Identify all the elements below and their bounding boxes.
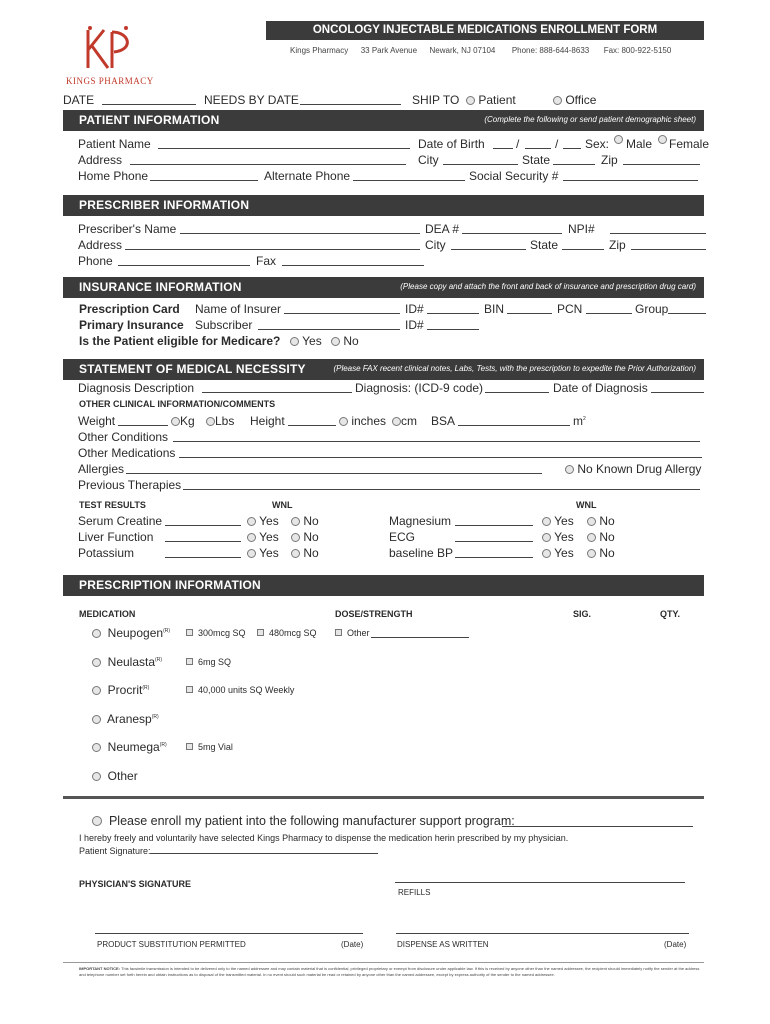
yes-label: Yes: [554, 546, 574, 560]
no-label: No: [303, 530, 319, 544]
wnl-no-option[interactable]: [291, 514, 319, 528]
enroll-label: Please enroll my patient into the following manufacturer support program:: [108, 814, 515, 828]
test-label: ECG: [389, 530, 416, 544]
yes-label: Yes: [259, 546, 279, 560]
notice-text: This facsimile transmission is intended to be delivered only to the named addressee and may contain material that is confidential, privileged proprietary or exempt from disclosure under applicable law. If this is received by anyone other than the named addressee, the recipient should immediately notify the sender at the address and telephone number set forth herein and obtain instructions as to disposal of the transmitted material. In no event should such material be read or retained by anyone other than the named addressee, except by express authority of the sender to the named addressee.: [79, 966, 700, 977]
date-field[interactable]: [102, 104, 196, 105]
sex-label: Sex:: [585, 137, 610, 151]
daw-signature-field[interactable]: [396, 933, 689, 934]
radio-icon[interactable]: [587, 533, 596, 542]
dob-slash: /: [555, 137, 559, 151]
prescriber-city-field[interactable]: [451, 249, 526, 250]
bsa-label: BSA: [431, 414, 456, 428]
sex-female[interactable]: [658, 132, 667, 146]
radio-icon[interactable]: [247, 517, 256, 526]
radio-icon[interactable]: [553, 96, 562, 105]
prescriber-city-label: City: [425, 238, 446, 252]
checkbox-icon[interactable]: [257, 629, 264, 636]
female-label: Female: [669, 137, 710, 151]
fax: Fax: 800-922-5150: [603, 46, 672, 55]
dose-option[interactable]: [186, 628, 246, 638]
no-label: No: [343, 334, 359, 348]
line: [63, 962, 704, 963]
patient-option-label: Patient: [478, 93, 516, 107]
medication-option[interactable]: [92, 712, 159, 726]
medication-name: Neulasta: [107, 654, 156, 669]
radio-icon[interactable]: [614, 135, 623, 144]
patient-zip-field[interactable]: [623, 164, 700, 165]
ssn-label: Social Security #: [469, 169, 559, 183]
section-title: PRESCRIBER INFORMATION: [79, 198, 250, 212]
rx-id-field[interactable]: [427, 313, 479, 314]
medication-option[interactable]: [92, 769, 138, 783]
lbs-label: Lbs: [215, 414, 235, 428]
section-title: STATEMENT OF MEDICAL NECESSITY: [79, 362, 306, 376]
phone: Phone: 888-644-8633: [511, 46, 590, 55]
height-field[interactable]: [288, 425, 336, 426]
notice-label: IMPORTANT NOTICE:: [79, 966, 121, 971]
important-notice: [79, 966, 701, 978]
prescriber-fax-label: Fax: [256, 254, 277, 268]
inches-label: inches: [351, 414, 387, 428]
radio-icon[interactable]: [92, 816, 102, 826]
radio-icon[interactable]: [392, 417, 401, 426]
dose-label: 480mcg SQ: [269, 628, 317, 638]
primary-insurance-label: Primary Insurance: [79, 318, 184, 332]
radio-icon[interactable]: [171, 417, 180, 426]
registered-mark: (R): [159, 742, 167, 748]
prescriber-fax-field[interactable]: [282, 265, 424, 266]
radio-icon[interactable]: [92, 686, 101, 695]
insurance-section-header: [63, 277, 704, 298]
wnl-yes-option[interactable]: [247, 530, 279, 544]
test-results-label: TEST RESULTS: [79, 500, 146, 510]
radio-icon[interactable]: [247, 549, 256, 558]
patient-city-field[interactable]: [443, 164, 518, 165]
id-label: ID#: [405, 318, 424, 332]
form-title: ONCOLOGY INJECTABLE MEDICATIONS ENROLLMENT FORM: [312, 24, 658, 36]
registered-mark: (R): [151, 713, 159, 720]
patient-name-label: Patient Name: [78, 137, 151, 151]
test-label: Serum Creatine: [78, 514, 163, 528]
wnl-no-option[interactable]: [587, 546, 615, 560]
diag-date-field[interactable]: [651, 392, 704, 393]
no-label: No: [303, 514, 319, 528]
col-qty: QTY.: [660, 609, 681, 619]
dob-slash: /: [516, 137, 520, 151]
prescriber-zip-label: Zip: [609, 238, 626, 252]
medicare-yes[interactable]: [290, 334, 322, 348]
radio-icon[interactable]: [542, 517, 551, 526]
dose-label: 5mg Vial: [198, 742, 233, 752]
wnl-yes-option[interactable]: [542, 530, 574, 544]
prescriber-section-header: [63, 195, 704, 216]
test-value-field[interactable]: [455, 557, 533, 558]
wnl-no-option[interactable]: [291, 530, 319, 544]
prescriber-address-label: Address: [78, 238, 123, 252]
no-label: No: [599, 546, 615, 560]
refills-label: REFILLS: [398, 888, 431, 897]
radio-icon[interactable]: [92, 743, 101, 752]
m2-unit: [573, 414, 586, 428]
other-label: Other: [347, 628, 370, 638]
medication-option[interactable]: [92, 655, 162, 669]
ship-to-office[interactable]: [553, 93, 596, 107]
radio-icon[interactable]: [290, 337, 299, 346]
daw-label: DISPENSE AS WRITTEN: [397, 940, 489, 949]
npi-field[interactable]: [610, 233, 706, 234]
date-label: DATE: [63, 93, 95, 107]
pcn-field[interactable]: [586, 313, 632, 314]
wnl-yes-option[interactable]: [542, 514, 574, 528]
patient-section-header: [63, 110, 704, 131]
enroll-program-field[interactable]: [502, 826, 693, 827]
prescriber-phone-field[interactable]: [118, 265, 250, 266]
kp-monogram: [82, 24, 142, 72]
registered-mark: (R): [142, 685, 150, 691]
medicare-question: Is the Patient eligible for Medicare?: [79, 334, 281, 348]
section-title: PRESCRIPTION INFORMATION: [79, 578, 261, 592]
medication-option[interactable]: [92, 626, 170, 640]
needs-by-label: NEEDS BY DATE: [204, 93, 299, 107]
radio-icon[interactable]: [339, 417, 348, 426]
prescriber-address-field[interactable]: [125, 249, 420, 250]
ssn-field[interactable]: [563, 180, 698, 181]
patient-address-label: Address: [78, 153, 123, 167]
yes-label: Yes: [302, 334, 322, 348]
prescriber-state-label: State: [530, 238, 559, 252]
rx-card-label: Prescription Card: [79, 302, 180, 316]
id-label: ID#: [405, 302, 424, 316]
home-phone-label: Home Phone: [78, 169, 149, 183]
wnl-label-right: WNL: [576, 500, 597, 510]
prescriber-zip-field[interactable]: [631, 249, 706, 250]
medical-section-header: [63, 359, 704, 380]
substitution-signature-field[interactable]: [95, 933, 363, 934]
diag-desc-field[interactable]: [202, 392, 352, 393]
test-label: baseline BP: [389, 546, 454, 560]
prev-therapies-field[interactable]: [183, 489, 700, 490]
col-dose: DOSE/STRENGTH: [335, 609, 413, 619]
radio-icon[interactable]: [206, 417, 215, 426]
test-value-field[interactable]: [455, 525, 533, 526]
allergies-label: Allergies: [78, 462, 125, 476]
wnl-no-option[interactable]: [587, 514, 615, 528]
no-label: No: [303, 546, 319, 560]
alt-phone-field[interactable]: [353, 180, 465, 181]
test-label: Magnesium: [389, 514, 452, 528]
cm-label: cm: [401, 414, 417, 428]
radio-icon[interactable]: [247, 533, 256, 542]
dose-option[interactable]: [186, 742, 233, 752]
registered-mark: (R): [155, 656, 162, 663]
bin-label: BIN: [484, 302, 505, 316]
prescriber-name-label: Prescriber's Name: [78, 222, 177, 236]
patient-signature-label: Patient Signature:: [79, 846, 151, 856]
radio-icon[interactable]: [658, 135, 667, 144]
dose-label: 40,000 units SQ Weekly: [198, 685, 295, 695]
section-title: INSURANCE INFORMATION: [79, 280, 242, 294]
patient-city-label: City: [418, 153, 439, 167]
insurer-name-field[interactable]: [284, 313, 400, 314]
consent-text: I hereby freely and voluntarily have selected Kings Pharmacy to dispense the medication herin prescribed by my physician.: [79, 833, 569, 843]
bin-field[interactable]: [507, 313, 552, 314]
section-note: (Complete the following or send patient demographic sheet): [484, 115, 696, 124]
nkda-label: No Known Drug Allergy: [577, 462, 702, 476]
dob-day[interactable]: [525, 148, 551, 149]
needs-by-field[interactable]: [300, 104, 401, 105]
yes-label: Yes: [259, 514, 279, 528]
radio-icon[interactable]: [291, 517, 300, 526]
checkbox-icon[interactable]: [186, 629, 193, 636]
other-meds-field[interactable]: [179, 457, 702, 458]
col-medication: MEDICATION: [79, 609, 136, 619]
medicare-no[interactable]: [331, 334, 359, 348]
pharmacy-contact-line: [290, 46, 671, 55]
diag-code-field[interactable]: [485, 392, 549, 393]
m-label: m: [573, 414, 583, 428]
dose-label: 300mcg SQ: [198, 628, 246, 638]
medication-name: Aranesp: [107, 711, 152, 726]
medication-option[interactable]: [92, 683, 149, 697]
company: Kings Pharmacy: [290, 46, 349, 55]
kg-option[interactable]: [171, 414, 195, 428]
group-field[interactable]: [668, 313, 706, 314]
radio-icon[interactable]: [565, 465, 574, 474]
patient-state-label: State: [522, 153, 551, 167]
sex-male[interactable]: [614, 132, 623, 146]
section-title: PATIENT INFORMATION: [79, 113, 220, 127]
dose-label: 6mg SQ: [198, 656, 232, 667]
registered-mark: (R): [163, 628, 171, 634]
wnl-label-left: WNL: [272, 500, 293, 510]
prescriber-state-field[interactable]: [562, 249, 604, 250]
diag-desc-label: Diagnosis Description: [78, 381, 195, 395]
dea-label: DEA #: [425, 222, 460, 236]
radio-icon[interactable]: [331, 337, 340, 346]
subscriber-label: Subscriber: [195, 318, 253, 332]
no-label: No: [599, 514, 615, 528]
height-label: Height: [250, 414, 285, 428]
medication-name: Other: [107, 768, 138, 783]
yes-label: Yes: [259, 530, 279, 544]
other-conditions-field[interactable]: [173, 441, 700, 442]
alt-phone-label: Alternate Phone: [264, 169, 351, 183]
checkbox-icon[interactable]: [186, 686, 193, 693]
logo: [66, 24, 162, 86]
group-label: Group: [635, 302, 669, 316]
yes-label: Yes: [554, 514, 574, 528]
other-conditions-label: Other Conditions: [78, 430, 169, 444]
squared-mark: 2: [583, 416, 586, 422]
daw-date-label: (Date): [664, 940, 687, 949]
radio-icon[interactable]: [92, 772, 101, 781]
medication-name: Neupogen: [107, 626, 164, 640]
other-meds-label: Other Medications: [78, 446, 176, 460]
dea-field[interactable]: [462, 233, 562, 234]
subscriber-field[interactable]: [258, 329, 400, 330]
section-note: (Please FAX recent clinical notes, Labs, Tests, with the prescription to expedite the Prior Authorization): [333, 364, 696, 373]
patient-signature-field[interactable]: [150, 853, 378, 854]
radio-icon[interactable]: [291, 549, 300, 558]
prescription-section-header: [63, 575, 704, 596]
physician-signature-label: PHYSICIAN'S SIGNATURE: [79, 879, 191, 889]
checkbox-icon[interactable]: [186, 743, 193, 750]
checkbox-icon[interactable]: [186, 658, 193, 665]
radio-icon[interactable]: [466, 96, 475, 105]
section-note: (Please copy and attach the front and back of insurance and prescription drug card): [400, 282, 696, 291]
ship-to-patient[interactable]: [466, 93, 516, 107]
test-label: Potassium: [78, 546, 135, 560]
radio-icon[interactable]: [587, 517, 596, 526]
nkda-option[interactable]: [565, 462, 701, 476]
radio-icon[interactable]: [92, 658, 101, 667]
form-title-bar: [266, 21, 704, 40]
home-phone-field[interactable]: [150, 180, 258, 181]
yes-label: Yes: [554, 530, 574, 544]
office-option-label: Office: [565, 93, 597, 107]
radio-icon[interactable]: [542, 549, 551, 558]
patient-address-field[interactable]: [130, 164, 406, 165]
prescriber-phone-label: Phone: [78, 254, 113, 268]
city: Newark, NJ 07104: [429, 46, 496, 55]
test-value-field[interactable]: [165, 541, 241, 542]
ship-to-label: SHIP TO: [412, 93, 460, 107]
insurer-name-label: Name of Insurer: [195, 302, 282, 316]
test-value-field[interactable]: [165, 525, 241, 526]
dose-option[interactable]: [257, 628, 317, 638]
test-label: Liver Function: [78, 530, 154, 544]
other-clinical-label: OTHER CLINICAL INFORMATION/COMMENTS: [79, 399, 276, 409]
medication-name: Procrit: [107, 683, 143, 697]
diag-code-label: Diagnosis: (ICD-9 code): [355, 381, 484, 395]
patient-zip-label: Zip: [601, 153, 618, 167]
physician-signature-field[interactable]: [395, 882, 685, 883]
dob-label: Date of Birth: [418, 137, 485, 151]
primary-id-field[interactable]: [427, 329, 479, 330]
dose-other-field[interactable]: [371, 637, 469, 638]
substitution-permitted-label: PRODUCT SUBSTITUTION PERMITTED: [97, 940, 246, 949]
test-value-field[interactable]: [165, 557, 241, 558]
weight-label: Weight: [78, 414, 116, 428]
cm-option[interactable]: [392, 414, 417, 428]
col-sig: SIG.: [573, 609, 592, 619]
weight-field[interactable]: [118, 425, 168, 426]
npi-label: NPI#: [568, 222, 595, 236]
wnl-yes-option[interactable]: [542, 546, 574, 560]
wnl-no-option[interactable]: [291, 546, 319, 560]
radio-icon[interactable]: [291, 533, 300, 542]
dob-year[interactable]: [563, 148, 581, 149]
dose-other-option[interactable]: [335, 628, 370, 638]
radio-icon[interactable]: [542, 533, 551, 542]
lbs-option[interactable]: [206, 414, 234, 428]
logo-text: KINGS PHARMACY: [66, 76, 154, 86]
dose-option[interactable]: [186, 657, 231, 667]
prev-therapies-label: Previous Therapies: [78, 478, 182, 492]
wnl-yes-option[interactable]: [247, 546, 279, 560]
inches-option[interactable]: [339, 414, 386, 428]
pcn-label: PCN: [557, 302, 583, 316]
checkbox-icon[interactable]: [335, 629, 342, 636]
radio-icon[interactable]: [92, 715, 101, 724]
section-divider: [63, 796, 704, 799]
wnl-no-option[interactable]: [587, 530, 615, 544]
substitution-date-label: (Date): [341, 940, 364, 949]
bsa-field[interactable]: [458, 425, 570, 426]
patient-state-field[interactable]: [553, 164, 595, 165]
dob-month[interactable]: [493, 148, 513, 149]
no-label: No: [599, 530, 615, 544]
wnl-yes-option[interactable]: [247, 514, 279, 528]
radio-icon[interactable]: [92, 629, 101, 638]
address: 33 Park Avenue: [360, 46, 418, 55]
male-label: Male: [626, 137, 653, 151]
radio-icon[interactable]: [587, 549, 596, 558]
kg-label: Kg: [180, 414, 195, 428]
patient-name-field[interactable]: [158, 148, 410, 149]
prescriber-name-field[interactable]: [180, 233, 420, 234]
diag-date-label: Date of Diagnosis: [553, 381, 648, 395]
enroll-option[interactable]: [92, 814, 515, 828]
medication-name: Neumega: [107, 740, 160, 754]
medication-option[interactable]: [92, 740, 167, 754]
test-value-field[interactable]: [455, 541, 533, 542]
allergies-field[interactable]: [126, 473, 542, 474]
dose-option[interactable]: [186, 685, 294, 695]
